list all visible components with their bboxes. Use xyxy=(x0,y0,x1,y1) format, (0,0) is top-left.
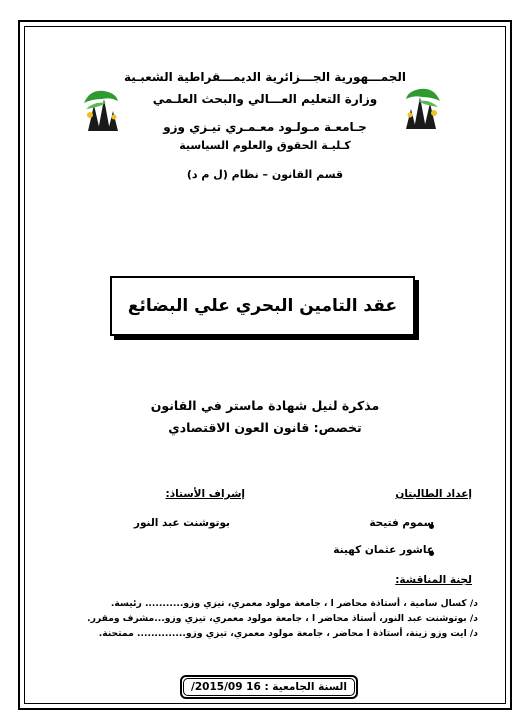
student-name: سموم فتيحة xyxy=(369,517,434,529)
committee-member: د/ ايت وزو زينة، أستاذة ا محاضر ، جامعة مولود معمري، تيزي وزو.............. ممتحنة. xyxy=(98,628,478,639)
supervisor-name: بوتوشنت عبد النور xyxy=(133,517,230,529)
academic-year-box xyxy=(180,675,358,699)
thesis-title: عقد التامين البحري علي البضائع xyxy=(127,296,398,316)
students-label: إعداد الطالبتان xyxy=(395,488,472,500)
degree-line: مذكرة لنيل شهادة ماستر في القانون xyxy=(150,398,380,413)
committee-member: د/ كسال سامية ، أستاذة محاضر ا ، جامعة مولود معمري، تيزي وزو........... رئيسة. xyxy=(110,598,478,609)
academic-year: السنة الجامعية : 16 2015/09/ xyxy=(191,681,347,693)
specialty-line: تخصص: قانون العون الاقتصادي xyxy=(168,420,362,435)
university-logo-icon xyxy=(402,83,444,133)
university-logo-icon xyxy=(80,85,122,135)
university-name: جـامعـة مـولـود معـمـري تيـزي وزو xyxy=(163,120,367,134)
thesis-title-box xyxy=(110,276,415,336)
supervisor-label: إشراف الأستاذ: xyxy=(165,488,245,500)
committee-member: د/ بوتوشنت عبد النور، أستاذ محاضر ا ، جامعة مولود معمري، تيزي وزو...مشرف ومقرر. xyxy=(87,613,478,624)
ministry-name: وزارة التعليم العـــالي والبحث العلـمي xyxy=(152,92,378,106)
department-name: قسم القانون – نظام (ل م د) xyxy=(186,168,344,181)
committee-label: لجنة المناقشة: xyxy=(395,574,472,586)
republic-name: الجمـــهورية الجـــزائرية الديمـــقراطية الشعبـية xyxy=(123,70,407,84)
student-name: عاشور عثمان كهينة xyxy=(333,544,434,556)
faculty-name: كـليـة الحقوق والعلوم السياسية xyxy=(179,139,351,152)
